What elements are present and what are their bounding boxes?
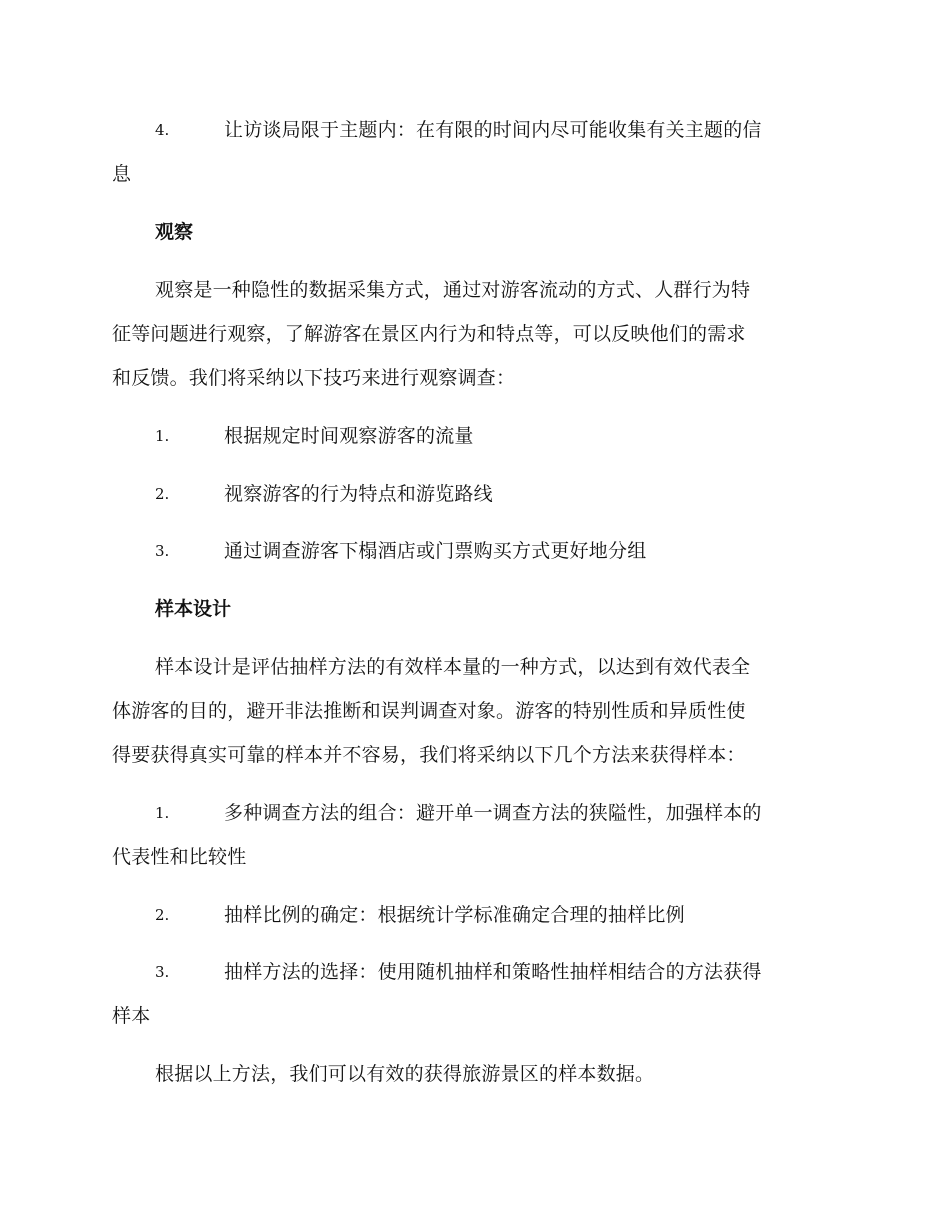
list-item-text: 根据规定时间观察游客的流量 bbox=[224, 425, 474, 447]
paragraph-line: 和反馈。我们将采纳以下技巧来进行观察调查： bbox=[112, 367, 516, 389]
list-item-continuation: 息 bbox=[112, 163, 132, 185]
section-heading-observation: 观察 bbox=[155, 221, 194, 243]
list-item-text: 抽样比例的确定：根据统计学标准确定合理的抽样比例 bbox=[224, 904, 685, 926]
list-number: 3. bbox=[155, 542, 170, 560]
list-item-continuation: 样本 bbox=[112, 1005, 151, 1027]
conclusion-paragraph: 根据以上方法，我们可以有效的获得旅游景区的样本数据。 bbox=[155, 1063, 655, 1085]
list-item-text: 抽样方法的选择：使用随机抽样和策略性抽样相结合的方法获得 bbox=[224, 961, 762, 983]
list-number: 2. bbox=[155, 906, 170, 924]
paragraph-line: 得要获得真实可靠的样本并不容易，我们将采纳以下几个方法来获得样本： bbox=[112, 744, 746, 766]
list-item-text: 通过调查游客下榻酒店或门票购买方式更好地分组 bbox=[224, 540, 647, 562]
list-item-text: 让访谈局限于主题内：在有限的时间内尽可能收集有关主题的信 bbox=[224, 119, 762, 141]
paragraph-line: 观察是一种隐性的数据采集方式，通过对游客流动的方式、人群行为特 bbox=[155, 279, 751, 301]
list-item-text: 多种调查方法的组合：避开单一调查方法的狭隘性，加强样本的 bbox=[224, 802, 762, 824]
list-number: 4. bbox=[155, 121, 170, 139]
paragraph-line: 体游客的目的，避开非法推断和误判调查对象。游客的特别性质和异质性使 bbox=[112, 700, 746, 722]
paragraph-line: 样本设计是评估抽样方法的有效样本量的一种方式，以达到有效代表全 bbox=[155, 656, 751, 678]
list-number: 1. bbox=[155, 804, 170, 822]
section-heading-sample-design: 样本设计 bbox=[155, 598, 232, 620]
list-number: 1. bbox=[155, 427, 170, 445]
list-item-text: 视察游客的行为特点和游览路线 bbox=[224, 483, 493, 505]
list-number: 3. bbox=[155, 963, 170, 981]
list-item-continuation: 代表性和比较性 bbox=[112, 846, 247, 868]
list-number: 2. bbox=[155, 485, 170, 503]
paragraph-line: 征等问题进行观察，了解游客在景区内行为和特点等，可以反映他们的需求 bbox=[112, 323, 746, 345]
